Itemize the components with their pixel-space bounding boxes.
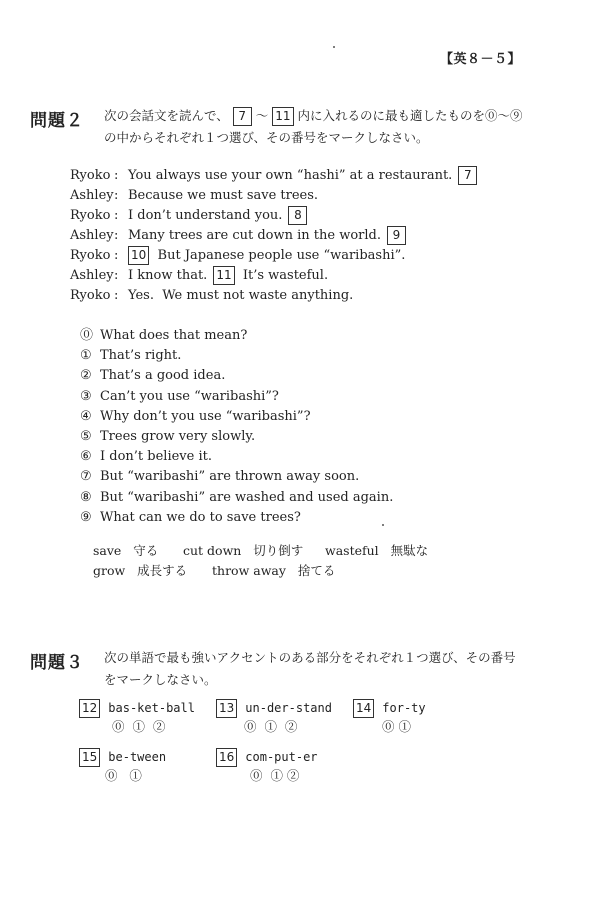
vocab-ja: 捨てる bbox=[297, 563, 336, 578]
option-text: But “waribashi” are thrown away soon. bbox=[100, 469, 360, 485]
option-item bbox=[80, 387, 393, 407]
speaker-name: Ryoko bbox=[70, 168, 111, 183]
vocab-en: wasteful bbox=[325, 543, 379, 558]
dialogue-line: Ashley: I know that. 11 It’s wasteful. bbox=[70, 266, 477, 286]
option-number: ⓪ bbox=[80, 328, 94, 343]
speaker-name: Ashley bbox=[70, 268, 114, 283]
accent-item bbox=[79, 748, 166, 767]
accent-word: un-der-stand bbox=[245, 701, 332, 715]
page-code: 【英８－５】 bbox=[440, 52, 522, 67]
accent-word: com-put-er bbox=[245, 750, 318, 764]
instruction-text: の中からそれぞれ１つ選び、その番号をマークしなさい。 bbox=[104, 130, 429, 145]
vocab-row bbox=[183, 541, 303, 559]
vocab-ja: 無駄な bbox=[390, 543, 429, 558]
answer-box: 11 bbox=[213, 266, 234, 285]
option-number: ⑨ bbox=[80, 509, 92, 525]
option-number: ② bbox=[80, 368, 92, 384]
answer-box: 16 bbox=[216, 748, 237, 767]
option-text: What can we do to save trees? bbox=[100, 509, 301, 525]
option-number: ⑥ bbox=[80, 449, 92, 465]
answer-box: 14 bbox=[353, 699, 374, 718]
option-item bbox=[80, 508, 393, 528]
vocab-en: save bbox=[93, 543, 122, 558]
speaker-name: Ryoko bbox=[70, 288, 111, 303]
option-text: That’s a good idea. bbox=[100, 368, 226, 384]
option-number: ③ bbox=[80, 388, 92, 404]
option-text: I don’t believe it. bbox=[100, 449, 212, 465]
dialogue-line: Ryoko : You always use your own “hashi” at a restaurant. 7 bbox=[70, 166, 477, 186]
dialogue-text: I know that. bbox=[128, 268, 208, 283]
dialogue bbox=[70, 166, 477, 306]
answer-options bbox=[80, 326, 393, 528]
accent-choices: ⓪ ① bbox=[382, 719, 411, 734]
speaker-name: Ashley bbox=[70, 228, 114, 243]
option-number: ⑧ bbox=[80, 489, 92, 505]
dialogue-line: Ryoko : I don’t understand you. 8 bbox=[70, 206, 477, 226]
dialogue-line: Ryoko : 10 But Japanese people use “waribashi”. bbox=[70, 246, 477, 266]
answer-box: 13 bbox=[216, 699, 237, 718]
accent-choices: ⓪ ① ② bbox=[112, 719, 166, 734]
vocab-ja: 成長する bbox=[137, 563, 188, 578]
option-item bbox=[80, 366, 393, 386]
dialogue-line: Ashley: Many trees are cut down in the world. 9 bbox=[70, 226, 477, 246]
option-number: ⑤ bbox=[80, 428, 92, 444]
accent-item bbox=[216, 699, 332, 718]
option-text: Trees grow very slowly. bbox=[100, 428, 256, 444]
option-text: Why don’t you use “waribashi”? bbox=[100, 408, 311, 424]
tilde: ～ bbox=[255, 108, 269, 123]
option-item bbox=[80, 467, 393, 487]
accent-word: for-ty bbox=[382, 701, 426, 715]
vocab-en: cut down bbox=[183, 543, 242, 558]
vocab-en: throw away bbox=[212, 563, 286, 578]
answer-box: 10 bbox=[128, 246, 149, 265]
question-2-label: 問題２ bbox=[30, 111, 84, 131]
accent-item bbox=[79, 699, 195, 718]
dialogue-text: You always use your own “hashi” at a restaurant. bbox=[128, 168, 453, 183]
instruction-text: 次の会話文を読んで、 bbox=[104, 108, 229, 123]
option-item bbox=[80, 427, 393, 447]
vocab-row bbox=[93, 541, 158, 559]
answer-box: 11 bbox=[272, 107, 293, 126]
question-2-instruction bbox=[104, 105, 523, 149]
option-item bbox=[80, 346, 393, 366]
speaker-name: Ryoko bbox=[70, 208, 111, 223]
option-text: But “waribashi” are washed and used again. bbox=[100, 489, 394, 505]
answer-box: 8 bbox=[288, 206, 307, 225]
dialogue-text: Many trees are cut down in the world. bbox=[128, 228, 381, 243]
accent-choices: ⓪ ① bbox=[105, 768, 142, 783]
speaker-name: Ashley bbox=[70, 188, 114, 203]
answer-box: 12 bbox=[79, 699, 100, 718]
question-3-instruction bbox=[104, 647, 516, 691]
vocab-ja: 守る bbox=[133, 543, 159, 558]
answer-box: 9 bbox=[387, 226, 406, 245]
answer-box: 7 bbox=[458, 166, 477, 185]
accent-item bbox=[216, 748, 318, 767]
option-number: ① bbox=[80, 348, 92, 364]
option-item bbox=[80, 407, 393, 427]
dialogue-text: Because we must save trees. bbox=[128, 188, 319, 203]
dialogue-text: Yes. We must not waste anything. bbox=[128, 288, 354, 303]
instruction-text: 内に入れるのに最も適したものを⓪～⑨ bbox=[297, 108, 523, 123]
speaker-name: Ryoko bbox=[70, 248, 111, 263]
accent-choices: ⓪ ① ② bbox=[244, 719, 298, 734]
option-text: Can’t you use “waribashi”? bbox=[100, 388, 279, 404]
option-text: What does that mean? bbox=[100, 328, 248, 343]
dialogue-text: But Japanese people use “waribashi”. bbox=[157, 248, 406, 263]
vocab-row bbox=[325, 541, 428, 559]
instruction-text: 次の単語で最も強いアクセントのある部分をそれぞれ１つ選び、その番号 bbox=[104, 650, 516, 665]
vocab-en: grow bbox=[93, 563, 126, 578]
vocab-row bbox=[93, 561, 187, 579]
accent-word: be-tween bbox=[108, 750, 167, 764]
dialogue-line: Ryoko : Yes. We must not waste anything. bbox=[70, 286, 477, 306]
option-item bbox=[80, 447, 393, 467]
answer-box: 7 bbox=[233, 107, 252, 126]
accent-item bbox=[353, 699, 426, 718]
vocab-ja: 切り倒す bbox=[253, 543, 304, 558]
answer-box: 15 bbox=[79, 748, 100, 767]
question-3-label: 問題３ bbox=[30, 653, 84, 673]
instruction-text: をマークしなさい。 bbox=[104, 672, 217, 687]
dialogue-text: I don’t understand you. bbox=[128, 208, 283, 223]
option-text: That’s right. bbox=[100, 348, 182, 364]
option-item bbox=[80, 488, 393, 508]
option-number: ④ bbox=[80, 408, 92, 424]
vocab-row bbox=[212, 561, 335, 579]
print-speck bbox=[333, 46, 335, 48]
option-number: ⑦ bbox=[80, 469, 92, 485]
accent-choices: ⓪ ① ② bbox=[250, 768, 300, 783]
dialogue-text: It’s wasteful. bbox=[242, 268, 329, 283]
accent-word: bas-ket-ball bbox=[108, 701, 195, 715]
option-item bbox=[80, 326, 393, 346]
dialogue-line: Ashley: Because we must save trees. bbox=[70, 186, 477, 206]
